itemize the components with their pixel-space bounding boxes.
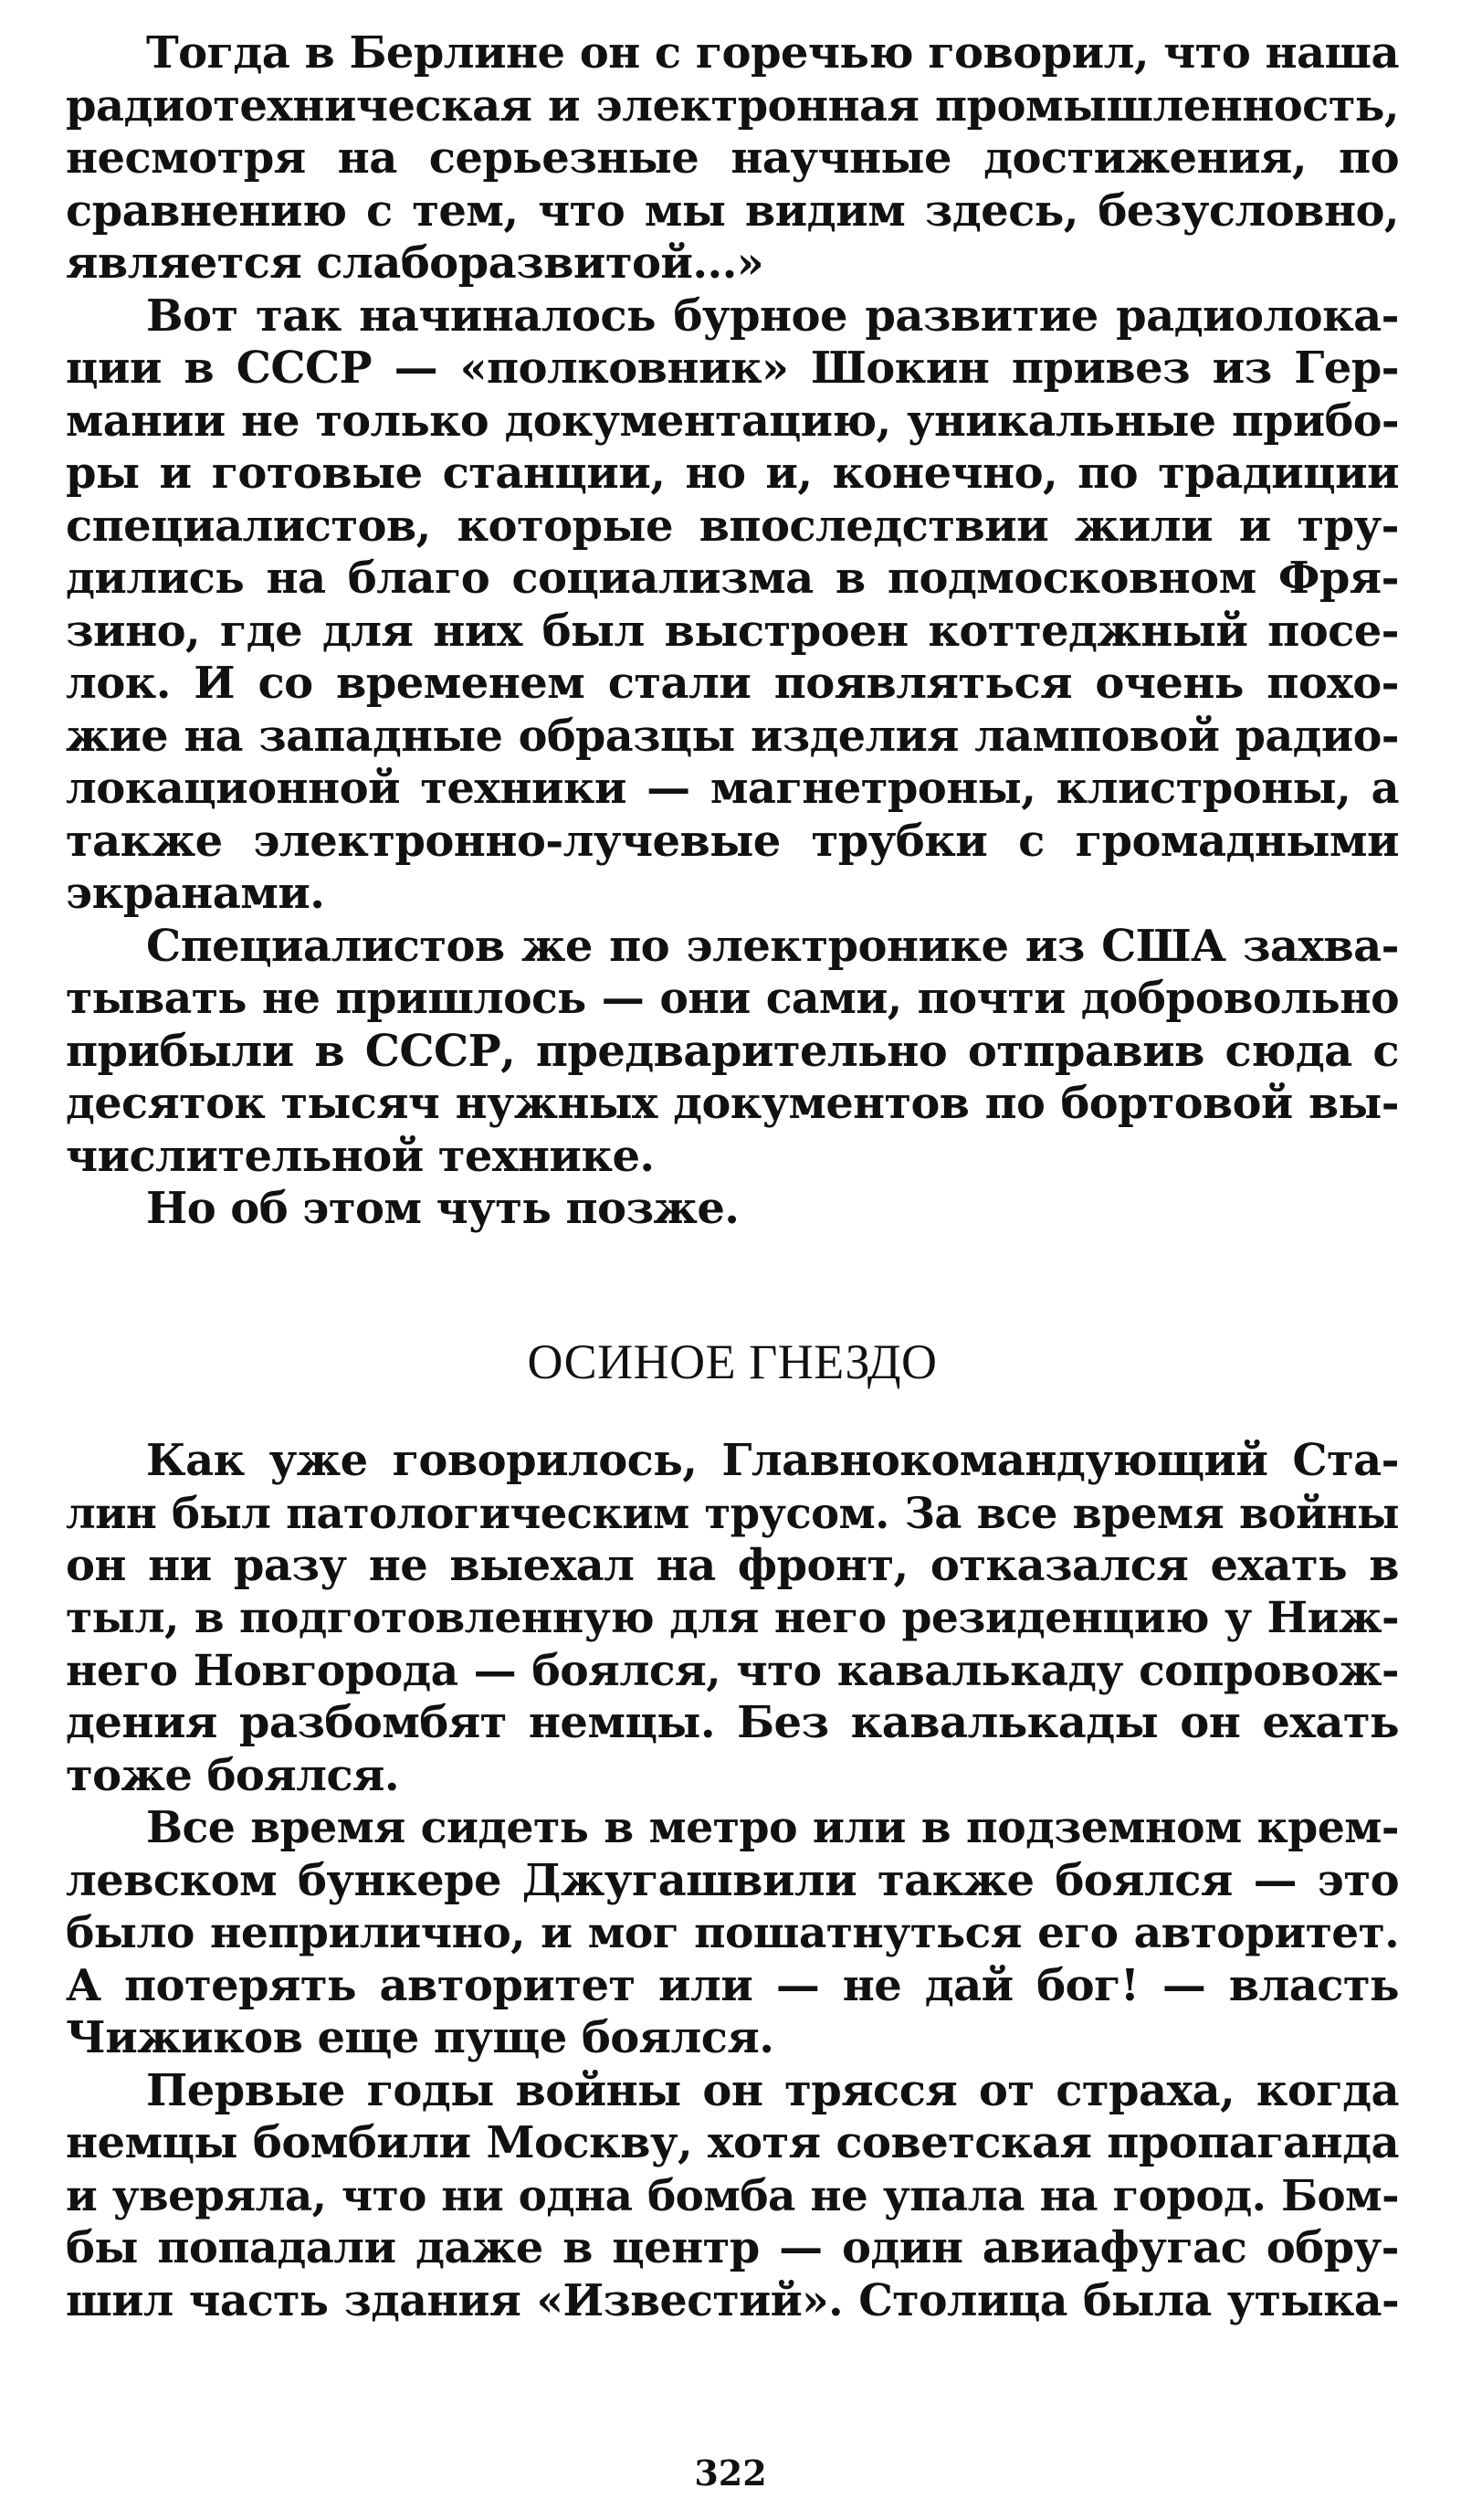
text-line: левском бункере Джугашвили также боялся — это — [66, 1854, 1399, 1906]
text-line: также электронно-лучевые трубки с громадными — [66, 815, 1399, 867]
text-line: ры и готовые станции, но и, конечно, по традиции — [66, 448, 1399, 499]
text-line: было неприлично, и мог пошатнуться его авторитет. — [66, 1908, 1399, 1958]
text-line: он ни разу не выехал на фронт, отказался ехать в — [66, 1539, 1399, 1591]
paragraph — [66, 921, 1399, 1184]
text-line: десяток тысяч нужных документов по бортовой вы- — [66, 1078, 1399, 1129]
text-line: специалистов, которые впоследствии жили и тру- — [66, 500, 1399, 552]
text-line: и уверяла, что ни одна бомба не упала на город. Бом- — [66, 2170, 1399, 2221]
text-line: А потерять авторитет или — не дай бог! — власть — [66, 1959, 1399, 2011]
text-line: мании не только документацию, уникальные прибо- — [66, 395, 1399, 447]
text-line: тыл, в подготовленную для него резиденцию у Ниж- — [66, 1593, 1399, 1643]
text-line: жие на западные образцы изделия ламповой радио- — [66, 710, 1399, 762]
text-line: шил часть здания «Известий». Столица была утыка- — [66, 2275, 1399, 2326]
page-number: 322 — [694, 2452, 767, 2494]
text-line: Вот так начиналось бурное развитие радиолока- — [146, 290, 1399, 342]
text-line: числительной технике. — [66, 1130, 655, 1182]
text-line: экранами. — [66, 868, 325, 919]
section-spacer — [66, 1236, 1399, 1334]
section-heading: ОСИНОЕ ГНЕЗДО — [527, 1334, 938, 1389]
text-line: ции в СССР — «полковник» Шокин привез из Гер- — [66, 343, 1399, 394]
paragraph — [66, 2065, 1399, 2328]
text-line: зино, где для них был выстроен коттеджный посе- — [66, 605, 1399, 657]
text-line: прибыли в СССР, предварительно отправив сюда с — [66, 1025, 1399, 1077]
text-line: него Новгорода — боялся, что кавалькаду сопровож- — [66, 1645, 1399, 1696]
text-line: Специалистов же по электронике из США захва- — [146, 920, 1399, 972]
text-line: радиотехническая и электронная промышленность, — [66, 79, 1399, 132]
text-line: тывать не пришлось — они сами, почти добровольно — [66, 974, 1399, 1024]
paragraph — [66, 1435, 1399, 1803]
section-spacer — [66, 1389, 1399, 1435]
text-line: сравнению с тем, что мы видим здесь, безусловно, — [66, 185, 1399, 237]
text-line: Все время сидеть в метро или в подземном крем- — [146, 1802, 1399, 1853]
paragraph — [66, 1802, 1399, 2065]
page-body — [66, 27, 1399, 2327]
text-line: дения разбомбят немцы. Без кавалькады он ехать — [66, 1697, 1399, 1748]
text-line: является слаборазвитой...» — [66, 237, 764, 289]
paragraph — [66, 290, 1399, 921]
paragraph — [66, 27, 1399, 290]
text-line: немцы бомбили Москву, хотя советская пропаганда — [66, 2117, 1399, 2168]
text-line: дились на благо социализма в подмосковном Фря- — [66, 553, 1399, 604]
text-line: тоже боялся. — [66, 1749, 400, 1801]
text-line: Первые годы войны он трясся от страха, когда — [146, 2064, 1399, 2116]
text-line: лин был патологическим трусом. За все время войны — [66, 1488, 1399, 1538]
text-line: Как уже говорилось, Главнокомандующий Ста- — [146, 1434, 1399, 1486]
text-line: лок. И со временем стали появляться очень похо- — [66, 658, 1399, 709]
text-line: Чижиков еще пуще боялся. — [66, 2012, 774, 2063]
paragraph — [66, 1183, 1399, 1236]
text-line: Но об этом чуть позже. — [146, 1183, 740, 1234]
text-line: бы попадали даже в центр — один авиафугас обру- — [66, 2222, 1399, 2273]
text-line: локационной техники — магнетроны, клистроны, а — [66, 763, 1399, 814]
text-line: несмотря на серьезные научные достижения, по — [66, 132, 1399, 184]
text-line: Тогда в Берлине он с горечью говорил, что наша — [146, 27, 1399, 79]
